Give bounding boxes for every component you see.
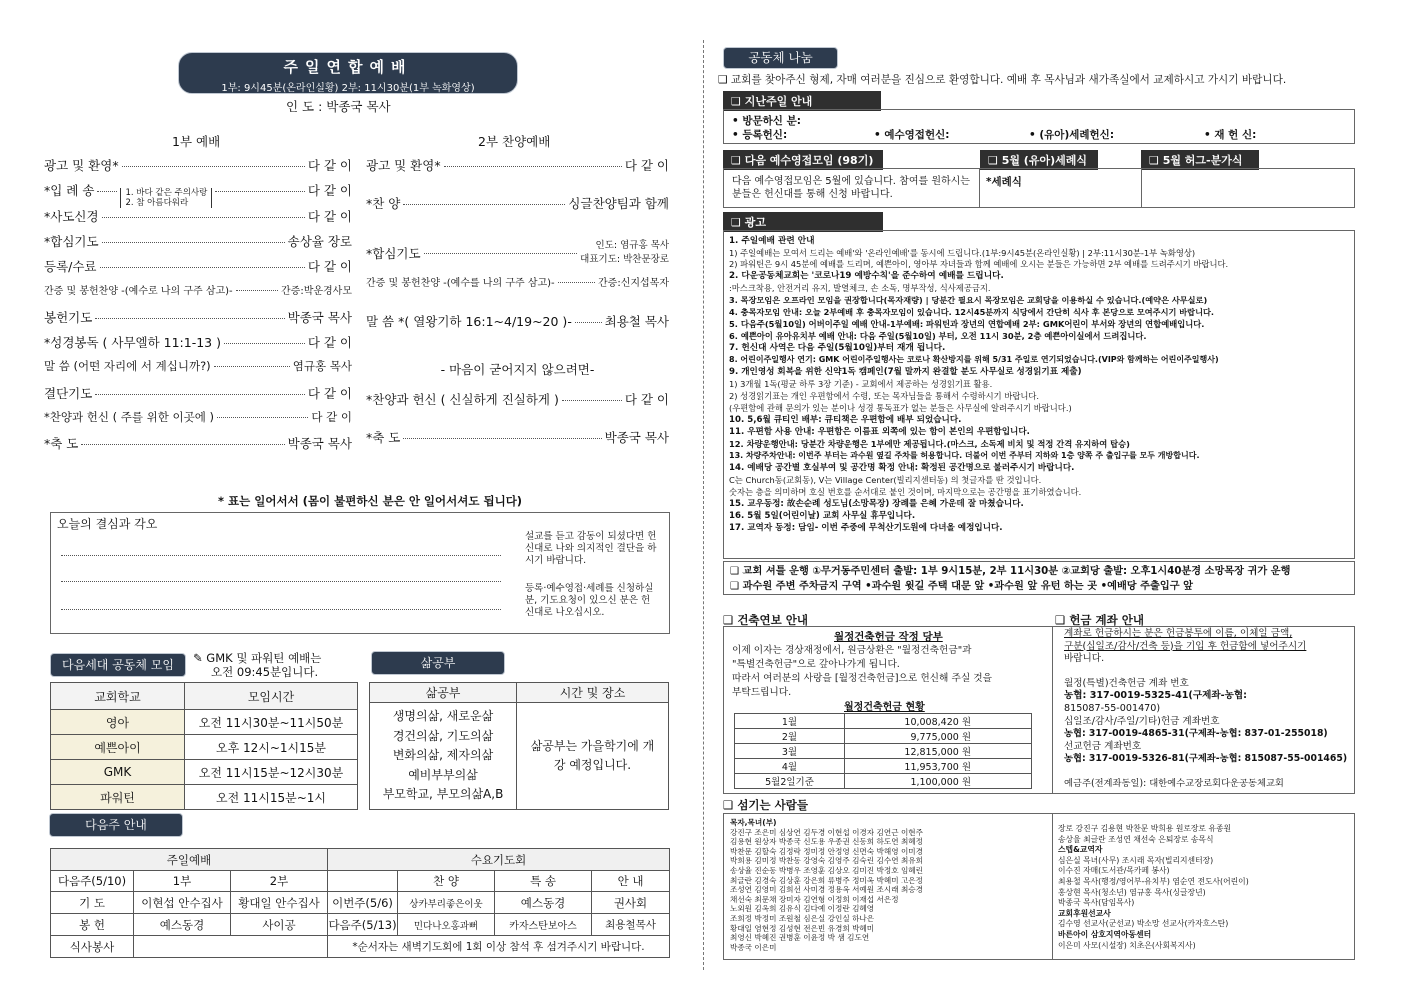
bus-parking-box: ❑ 교회 셔틀 운행 ①무거동주민센터 출발: 1부 9시15분, 2부 11시30분 ②교회당 출발: 오후1시40분경 소망목장 귀가 운행 ❑ 과수원 주변 주차금지 구역 •과수원 윗길 주택 대문 앞 •과수원 앞 유턴 하는 곳 •예배당 주출입구 앞 — [723, 561, 1355, 595]
community-title: 공동체 나눔 — [723, 47, 838, 69]
nextweek-table: 주일예배 수요기도회 다음주(5/10) 1부 2부 찬 양 특 송 안 내 기 도 이현섭 안수집사 황대일 안수집사 이번주(5/6) 상카부리좋은이웃 예스동경 권사회 봉 헌 예스동경 사이공 다음주(5/13) 민다나오홍과뻐 카자스탄보아스 최용철목사 식사봉사 *순서자는 새벽기도회에 1회 이상 참석 후 섬겨주시기 바랍니다. — [50, 848, 670, 958]
nextgen-table: 교회학교 모임시간 영아 오전 11시30분~11시50분 예쁜아이 오후 12시~1시15분 GMK 오전 11시15분~12시30분 파워틴 오전 11시15분~1시 — [50, 682, 358, 810]
nextgen-note: ✎ GMK 및 파워틴 예배는 오전 09:45분입니다. — [193, 651, 322, 679]
second-service-heading: 2부 찬양예배 — [478, 134, 551, 149]
order-item: *사도신경 다 같 이 — [44, 208, 352, 224]
servers-title: ❑ 섬기는 사람들 — [723, 798, 808, 812]
baptism-title: ❑ 5월 (유아)세례식 — [980, 150, 1098, 170]
resolve-line[interactable] — [61, 555, 501, 556]
order-item: *합심기도 송상율 장로 — [44, 233, 352, 249]
servers-right: 장로 강진구 김용현 박찬문 박희용 원로장로 유종원 송상율 최글란 조성연 채선숙 은퇴장로 송목식 스텝&교역자 심은실 목녀(사무) 조시래 목자(빌리지센터장) 이수진 자매(도서관/목카페 봉사) 최용철 목사(행정/영어부-유치부) 염순연 전도사(어린이) 홍상현 목사(청소년) 염규홍 목사(싱글장년) 박종국 목사(담임목사) 교회후원선교사 김수영 선교사(군선교) 박소망 선교사(카자흐스탄) 바른아이 삼호지역아동센터 이은미 사모(시설장) 치초은(사회복지사) — [1058, 824, 1249, 950]
order-item: 결단기도 다 같 이 — [44, 385, 352, 401]
order-item: *찬양과 헌신 ( 주를 위한 이곳에 ) 다 같 이 — [44, 409, 352, 424]
account-title: ❑ 헌금 계좌 안내 — [1055, 613, 1144, 627]
order-item: *축 도 박종국 목사 — [366, 430, 669, 445]
account-text: 계좌로 헌금하시는 분은 헌금봉투에 이름, 이체일 금액, 구분(십일조/감사/건축 등)을 기입 후 헌금함에 넣어주시기 바랍니다. 월정(특별)건축헌금 계좌 번호 농협: 317-0019-5325-41(구제좌-농협: 815087-55-001470) 십일조/감사/주일/기타)헌금 계좌번호 농협: 317-0019-4865-31(구제좌-농협: 837-01-255018) 선교헌금 계좌번호 농협: 317-0019-5326-81(구제좌-농협: 815087-55-001465) 예금주(전계좌동일): 대한예수교장로회다운공동체교회 — [1064, 628, 1348, 789]
resolve-title: 오늘의 결심과 각오 — [57, 517, 158, 531]
ad-box: 1. 주일예배 관련 안내 1) 주일예배는 모여서 드리는 예배'와 '온라인예배'를 동시에 드립니다.(1부:9시45분(온라인실황) | 2부:11시30분-1부 녹화영상) 2) 파워틴은 9시 45분에 예배를 드리며, 예쁜아이, 영아부 자녀들과 함께 예배에 오시는 분들은 가능하면 2부 예배를 드려주시기 바랍니다. 2. 다운공동체교회는 '코로나19 예방수칙'을 준수하여 예배를 드립니다. :마스크착용, 안전거리 유지, 발열체크, 손 소독, 명부작성, 식사제공금지. 3. 목장모임은 오프라인 모임을 권장합니다(목자재량) | 당분간 필요시 목장모임은 교회당을 이용하실 수 있습니다.(예약은 사무실로) 4. 충목자모임 안내: 오늘 2부예배 후 충목자모임이 있습니다. 12시45분까지 식당에서 간단히 식사 후 본당으로 모여주시기 바랍니다. 5. 다음주(5월10일) 어버이주일 예배 안내-1부예배: 파워틴과 장년의 연합예배 2부: GMK어린이 부서와 장년의 연합예배입니다. 6. 예쁜아이 유아유치부 예배 안내: 다음 주일(5월10일) 부터, 오전 11시 30분, 2층 예쁜아이실에서 드려집니다. 7. 헌신대 사역은 다음 주일(5월10일)부터 재개 됩니다. 8. 어린이주일행사 연기: GMK 어린이주일행사는 코로나 확산방지를 위해 5/31 주일로 연기되었습니다.(VIP와 함께하는 어린이주일행사) 9. 개인영성 회복을 위한 신약1독 캠페인(7월 말까지 완결할 분도 사무실로 성경읽기표 제출) 1) 3개월 1독(평균 하루 3장 기준) - 교회에서 제공하는 성경읽기표 활용. 2) 성경읽기표는 개인 우편함에서 수령, 또는 목자님들을 통해서 수령하시기 바랍니다. (우편함에 관해 문의가 있는 분이나 성경 통독표가 없는 분들은 사무실에 알려주시기 바랍니다.) 10. 5,6월 큐티인 배부: 큐티책은 우편함에 배부 되었습니다. 11. 우편함 사용 안내: 우편함은 이름표 외쪽에 있는 함이 본인의 우편함입니다. 12. 차량운행안내: 당분간 차량운행은 1부에만 제공됩니다.(마스크, 소독제 비치 및 적정 간격 유지하여 탑승) 13. 차량주차안내: 이번주 부터는 과수원 옆길 주차를 허용합니다. 더불어 이번 주부터 지하와 1층 양쪽 주 출입구를 모두 개방합니다. 14. 예배당 공간별 호실부여 및 공간명 확정 안내: 확정된 공간명으로 불러주시기 바랍니다. C는 Church동(교회동), V는 Village Center(빌리지센터동) 의 첫글자를 딴 것입니다. 숫자는 층을 의미하며 호실 번호를 순서대로 붙인 것이며, 마지막으로는 공간명을 표기하였습니다. 15. 교우동정: 故손순례 성도님(소망목장) 장례를 은혜 가운데 잘 마쳤습니다. 16. 5월 5일(어린이날) 교회 사무실 휴무입니다. 17. 교역자 동정: 담임- 이번 주중에 무척산기도원에 다녀올 예정입니다. — [723, 230, 1355, 559]
page-divider — [703, 40, 704, 970]
resolve-line[interactable] — [61, 581, 501, 582]
order-item: *입 례 송 1. 바다 같은 주의사랑 2. 참 아름다워라 다 같 이 — [44, 183, 352, 209]
welcome-text: ❑ 교회를 찾아주신 형제, 자매 여러분을 진심으로 환영합니다. 예배 후 목사님과 새가족실에서 교제하시고 가시기 바랍니다. — [718, 74, 1287, 86]
servers-box — [723, 813, 1355, 960]
order-item: 광고 및 환영* 다 같 이 — [366, 158, 669, 173]
worship-subtitle: 1부: 9시45분(온라인실황) 2부: 11시30분(1부 녹화영상) — [221, 83, 475, 94]
worship-leader: 인 도 : 박종국 목사 — [286, 99, 391, 114]
order-item: 말 씀 *( 열왕기하 16:1~4/19~20 )- 최용철 목사 — [366, 314, 669, 329]
order-item: 말 씀 (어떤 자리에 서 계십니까?) 염규홍 목사 — [44, 359, 352, 374]
stand-note: * 표는 일어서서 (몸이 불편하신 분은 안 일어서셔도 됩니다) — [218, 494, 523, 508]
heigel-title: ❑ 5월 허그-분가식 — [1141, 150, 1259, 170]
build-title: ❑ 건축연보 안내 — [723, 613, 808, 627]
samgong-title: 삶공부 — [371, 651, 505, 675]
order-item: *축 도 박종국 목사 — [44, 436, 352, 452]
first-service-order — [44, 156, 352, 460]
order-item: 등록/수료 다 같 이 — [44, 259, 352, 275]
resolve-box — [50, 512, 670, 634]
nextweek-title: 다음주 안내 — [49, 813, 183, 837]
last-sunday-title: ❑ 지난주일 안내 — [723, 91, 881, 111]
build-box: 월정건축헌금 작정 당부 이제 이자는 경상재정에서, 원금상환은 "월정건축헌금"과 "특별건축헌금"으로 갚아나가게 됩니다. 따라서 여러분의 사랑을 [월정건축헌금]으로 헌신해 주실 것을 부탁드립니다. 월정건축헌금 현황 1월 10,008,420 원 2월 9,775,000 원 3월 12,815,000 원 4월 11,953,700 원 5월2일기준 1,100,000 원 계좌로 헌금하시는 분은 헌금봉투에 이름, 이체일 금액, 구분(십일조/감사/건축 등)을 기입 후 헌금함에 넣어주시기 바랍니다. 월정(특별)건축헌금 계좌 번호 농협: 317-0019-5325-41(구제좌-농협: 815087-55-001470) 십일조/감사/주일/기타)헌금 계좌번호 농협: 317-0019-4865-31(구제좌-농협: 837-01-255018) 선교헌금 계좌번호 농협: 317-0019-5326-81(구제좌-농협: 815087-55-001465) 예금주(전계좌동일): 대한예수교장로회다운공동체교회 — [723, 626, 1355, 794]
worship-title-banner — [178, 52, 518, 94]
samgong-table: 삶공부 시간 및 장소 생명의삶, 새로운삶 경건의삶, 기도의삶 변화의삶, 제자의삶 예비부부의삶 부모학교, 부모의삶A,B 삶공부는 가을학기에 개강 예정입니다. — [369, 682, 669, 810]
ad-title: ❑ 광고 — [723, 212, 883, 232]
servers-left: 목자,목녀(부) 강진구 조은미 심상연 김두경 이현섭 이경자 김연근 이현주 김용현 원상자 박종국 신도용 우종권 신동희 하도연 최혜정 박찬문 김할숙 김정락 정미정 안정영 신면숙 박해영 이미경 박희용 김미정 박찬동 강영숙 김영주 김숙린 김수연 최유희 송상율 진순동 박병우 조영훈 김상오 김미진 박정호 임혜린 최글란 김경숙 김상훈 강은희 류병주 정미옥 박혜미 고은정 조성연 김영미 김희선 사미경 정용옥 서예원 조시래 최승경 채선숙 최문채 장미자 김연형 이정희 이재섭 서은정 노외원 김옥희 김유식 김다예 이정란 김혜영 조희정 박정미 조원철 심은실 강인실 하나은 황대일 염현정 김성현 전은빈 유경희 박혜미 최영신 박혜진 권병훈 이윤정 박 샘 김도연 박종국 이은미 — [730, 818, 923, 952]
sermon-subtitle: - 마음이 굳어지지 않으려면- — [440, 362, 595, 377]
order-item: 봉헌기도 박종국 목사 — [44, 309, 352, 325]
resolve-note: 등록·예수영접·세례를 신청하실 분, 기도요청이 있으신 분은 헌신대로 나오십시오. — [525, 583, 654, 618]
prep-title: ❑ 다음 예수영접모임 (98기) — [723, 150, 883, 170]
order-item: *성경봉독 ( 사무엘하 11:1-13 ) 다 같 이 — [44, 335, 352, 351]
second-service-order — [366, 156, 669, 466]
order-item: 간증 및 봉헌찬양 -(예수를 나의 구주 삼고)- 간증:신지섭목자 — [366, 278, 669, 289]
order-item: 광고 및 환영* 다 같 이 — [44, 158, 352, 173]
order-item: *찬 양 싱글찬양팀과 함께 — [366, 196, 669, 211]
first-service-heading: 1부 예배 — [172, 134, 221, 149]
resolve-note: 설교를 듣고 감동이 되셨다면 헌신대로 나와 의지적인 결단을 하시기 바랍니다. — [525, 531, 657, 566]
order-item: *합심기도 인도: 염규홍 목사 대표기도: 박찬문장로 — [366, 240, 669, 265]
nextgen-title: 다음세대 공동체 모임 — [50, 653, 186, 677]
last-sunday-box: • 방문하신 분: • 등록헌신: • 예수영접헌신: • (유아)세례헌신: • 재 헌 신: — [723, 109, 1355, 144]
order-item: 간증 및 봉헌찬양 -(예수로 나의 구주 삼고)- 간증:박운경사모 — [44, 286, 352, 298]
resolve-line[interactable] — [61, 609, 501, 610]
worship-title: 주일연합예배 — [283, 58, 413, 76]
prep-box: 다음 예수영접모임은 5월에 있습니다. 참여를 원하시는 분들은 헌신대를 통해 신청 바랍니다. *세례식 — [723, 168, 1355, 208]
order-item: *찬양과 헌신 ( 신실하게 진실하게 ) 다 같 이 — [366, 392, 669, 407]
build-table: 1월 10,008,420 원 2월 9,775,000 원 3월 12,815,000 원 4월 11,953,700 원 5월2일기준 1,100,000 원 — [734, 713, 1032, 789]
